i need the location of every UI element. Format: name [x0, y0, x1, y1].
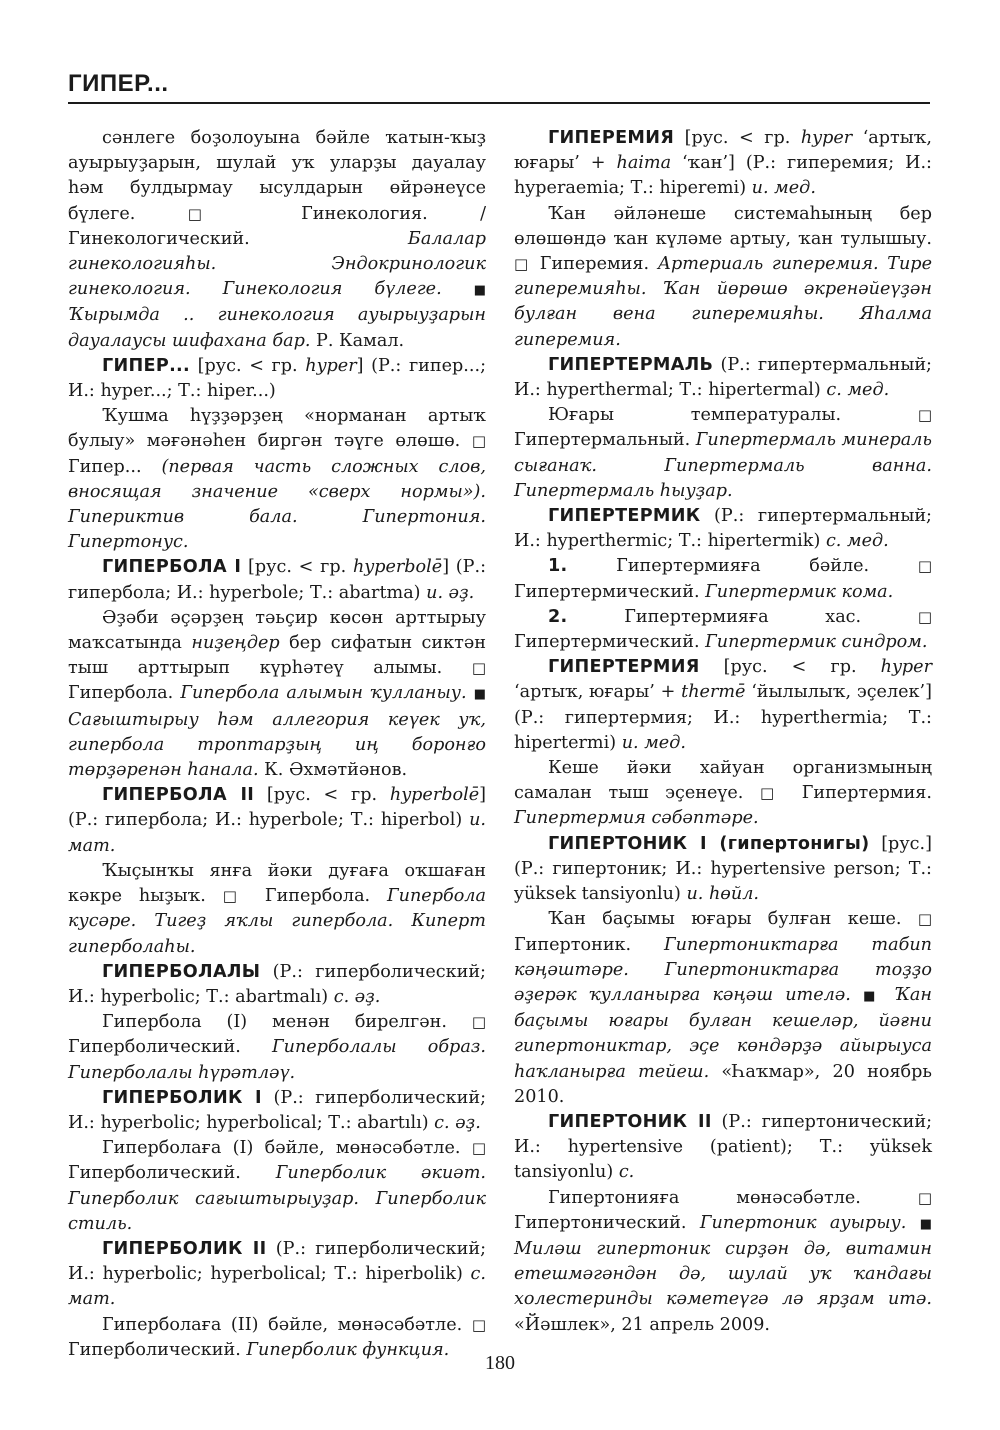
italic-text: с. мед. [826, 380, 890, 401]
italic-text: Гиперболалы образ. Гиперболалы һүрәтләү. [68, 1037, 486, 1083]
text-run: ‘ҡан’] (Р.: гиперемия; И.: hyperaemia; Т.: hiperemi) [514, 153, 932, 199]
headword: ГИПЕРТЕРМИК [548, 506, 701, 527]
italic-text: hyper [880, 657, 932, 678]
header-rule [68, 102, 930, 104]
text-run: «Йәшлек», 21 апрель 2009. [514, 1314, 770, 1335]
text-run: Гипертонический. [514, 1212, 700, 1233]
text-run: Гипертоник. [514, 934, 665, 955]
italic-text: Гипертермик синдром. [705, 632, 928, 653]
text-run: Р. Камал. [310, 330, 405, 351]
text-run: Ҡан әйләнеше системаһының бер өлөшөндә ҡан күләме артыу, ҡан тулышыу. [514, 203, 932, 249]
hollow-square-icon: □ [187, 204, 249, 223]
entry-paragraph [68, 783, 486, 859]
entry-paragraph [514, 1110, 932, 1186]
entry-paragraph [514, 832, 932, 908]
text-run: Юғары температуралы. [548, 405, 918, 426]
entry-paragraph [68, 1136, 486, 1237]
italic-text: hyper [305, 355, 357, 376]
text-run: Гиперболаға (I) бәйле, мөнәсәбәтле. [102, 1138, 472, 1159]
text-run: Гипертермальный. [514, 430, 696, 451]
entry-paragraph [68, 354, 486, 404]
hollow-square-icon: □ [471, 1139, 486, 1158]
headword: ГИПЕРБОЛА II [102, 785, 255, 806]
entry-paragraph [514, 1186, 932, 1338]
entry-paragraph [514, 353, 932, 403]
text-run: Әҙәби әҫәрҙең тәьҫир көсөн арттырыу маҡсатында [68, 607, 486, 654]
hollow-square-icon: □ [917, 406, 932, 425]
entry-paragraph [514, 605, 932, 655]
italic-text: Гиперболик функция. [246, 1339, 450, 1360]
entry-paragraph [68, 606, 486, 783]
hollow-square-icon: □ [471, 432, 486, 451]
text-run: Ҡыҫынҡы янға йәки дуғаға оҡшаған кәкре һыҙыҡ. [68, 860, 486, 907]
entry-paragraph [514, 756, 932, 832]
headword: ГИПЕР... [102, 355, 191, 376]
hollow-square-icon: □ [917, 557, 932, 576]
text-run: Гинекология. / Гинекологический. [68, 203, 486, 249]
hollow-square-icon: □ [917, 910, 932, 929]
headword: 1. [548, 556, 568, 577]
text-run: [рус. < гр. [241, 557, 353, 578]
hollow-square-icon: □ [759, 784, 786, 803]
entry-paragraph [68, 126, 486, 354]
italic-text: haima [616, 153, 672, 174]
italic-text: Балалар гинекологияһы. Эндокринологик гинекология. Гинекология бүлеге. [68, 228, 486, 300]
italic-text: hyperbolē [352, 557, 443, 578]
entry-paragraph [514, 126, 932, 202]
text-run: [рус. < гр. [254, 785, 390, 806]
text-run: Гипербола. [248, 886, 387, 907]
text-run: Гиперболический. [68, 1037, 272, 1058]
text-run: Ҡушма һүҙҙәрҙең «норманан артыҡ булыу» мәғәнәһен биргән тәүге өлөшө. [68, 406, 486, 452]
hollow-square-icon: □ [471, 1013, 486, 1032]
italic-text: и. мед. [751, 178, 816, 199]
text-run: Гипертермия. [785, 783, 932, 804]
headword: ГИПЕРБОЛИК I [102, 1087, 262, 1108]
entry-paragraph [514, 907, 932, 1110]
italic-text: с. мат. [68, 1264, 486, 1310]
italic-text: hyper [800, 128, 853, 148]
entry-paragraph [514, 202, 932, 353]
hollow-square-icon: □ [917, 1188, 932, 1207]
entry-paragraph [514, 554, 932, 604]
text-run: Гиперемия. [531, 254, 658, 275]
headword: ГИПЕРБОЛАЛЫ [102, 961, 261, 982]
text-run: (Р.: гиперболический; И.: hyperbolic; hyperbolical; Т.: hiperbolik) [68, 1238, 486, 1285]
entry-paragraph [68, 1010, 486, 1086]
italic-text: Миләш гипертоник сирҙән дә, витамин етешмәгәндән дә, шулай уҡ ҡандағы холестеринды кәметеүгә лә ярҙам итә. [514, 1238, 932, 1310]
running-head: ГИПЕР... [68, 70, 169, 97]
text-run [467, 683, 474, 703]
text-run: ] (Р.: гипербола; И.: hyperbole; Т.: hiperbol) [68, 785, 486, 831]
text-run: [рус.] (Р.: гипертоник; И.: hypertensive person; Т.: yüksek tansiyonlu) [514, 833, 932, 905]
text-run: ‘артыҡ, юғары’ + [514, 128, 932, 174]
italic-text: Артериаль гиперемия. Тире гиперемияһы. Ҡан йөрөшө әкренәйеүҙән булған вена гиперемияһы. Яһалма гиперемия. [514, 254, 932, 350]
italic-text: Гипербола алымын ҡулланыу. [180, 683, 467, 704]
text-run: Гипертермический. [514, 632, 706, 653]
hollow-square-icon: □ [471, 659, 486, 678]
page-number: 180 [485, 1352, 515, 1374]
filled-square-icon: ■ [863, 988, 882, 1004]
italic-text: с. әҙ. [434, 1112, 481, 1133]
italic-text: Гипертермик кома. [705, 581, 894, 602]
text-run: (Р.: гипертермальный; И.: hyperthermic; Т.: hipertermik) [514, 506, 932, 552]
filled-square-icon: ■ [919, 1216, 932, 1232]
italic-text: Гипертермия сәбәптәре. [514, 808, 759, 829]
headword: ГИПЕРТЕРМАЛЬ [548, 354, 714, 375]
text-run: Гипертермический. [514, 581, 706, 602]
text-run: Гипертермияға бәйле. [567, 556, 918, 577]
text-run: Гипертермияға хас. [567, 606, 918, 627]
text-run: [рус. < гр. [190, 355, 306, 376]
text-run: Гиперболический. [68, 1339, 247, 1360]
left-column [68, 126, 486, 1363]
headword: ГИПЕРТОНИК II [548, 1111, 712, 1132]
italic-text: Гипербола кусәре. Тигеҙ яҡлы гипербола. Киперт гиперболаһы. [68, 886, 486, 957]
headword: ГИПЕРТЕРМИЯ [548, 657, 700, 678]
text-run [882, 985, 894, 1005]
filled-square-icon: ■ [473, 283, 486, 299]
hollow-square-icon: □ [471, 1315, 486, 1334]
text-run: Ҡан баҫымы юғары булған кеше. [548, 909, 918, 930]
italic-text: Гипертермаль минераль сығанаҡ. Гипертермаль ванна. Гипертермаль һыуҙар. [514, 430, 933, 501]
text-run: Гипербола. [68, 683, 181, 704]
italic-text: с. [618, 1162, 635, 1183]
text-run: «Һаҡмар», 20 ноябрь 2010. [514, 1061, 932, 1107]
italic-text: и. мат. [68, 810, 486, 856]
italic-text: Ҡырымда .. гинекология ауырыуҙарын дауалаусы шифахана бар. [68, 305, 486, 351]
headword: ГИПЕРЕМИЯ [548, 128, 675, 148]
text-run [442, 279, 474, 299]
text-run: (Р.: гиперболический; И.: hyperbolic; hyperbolical; Т.: abartılı) [68, 1087, 486, 1133]
text-run [851, 985, 863, 1005]
text-run: (Р.: гипертермальный; И.: hyperthermal; Т.: hipertermal) [514, 354, 932, 401]
text-run: Гипербола (I) менән бирелгән. [102, 1012, 472, 1033]
text-run [906, 1213, 919, 1233]
right-column [514, 126, 932, 1338]
text-run: ‘артыҡ, юғары’ + [514, 682, 682, 703]
italic-text: с. мед. [825, 531, 889, 552]
hollow-square-icon: □ [514, 255, 532, 274]
headword: ГИПЕРТОНИК I (гипертонигы) [548, 833, 870, 854]
entry-paragraph [68, 404, 486, 555]
headword: 2. [548, 606, 568, 627]
italic-text: и. әҙ. [426, 582, 475, 603]
hollow-square-icon: □ [222, 887, 249, 906]
text-run: Гипер... [68, 456, 162, 477]
italic-text: Сағыштырыу һәм аллегория кеүек уҡ, гипербола троптарҙың иң боронғо төрҙәренән һанала. [68, 709, 486, 781]
text-run: Кеше йәки хайуан организмының самалан тыш эҫенеүе. [514, 758, 932, 804]
italic-text: Гипертониктарға табип кәңәштәре. Гипертониктарға тоҙҙо әҙерәк ҡулланырға кәңәш ителә. [514, 934, 932, 1005]
italic-text: и. мед. [621, 732, 686, 753]
text-run: Гиперболаға (II) бәйле, мөнәсәбәтле. [102, 1314, 472, 1335]
entry-paragraph [68, 1237, 486, 1313]
text-run: К. Әхмәтйәнов. [258, 760, 408, 781]
text-run: Гипертонияға мөнәсәбәтле. [548, 1187, 918, 1208]
text-run: [рус. < гр. [699, 657, 881, 678]
text-run: (Р.: гипертонический; И.: hypertensive (patient); Т.: yüksek tansiyonlu) [514, 1111, 932, 1183]
italic-text: Ҡан баҫымы юғары булған кешеләр, йәғни гипертониктар, эҫе көндәрҙә айырыуса һаҡланырға тейеш. [514, 984, 932, 1082]
entry-paragraph [68, 1086, 486, 1136]
italic-text: hyperbolē [389, 785, 480, 806]
italic-text: thermē [681, 682, 746, 703]
text-run: ‘йылылыҡ, эҫелек’] (Р.: гипертермия; И.: hyperthermia; Т.: hipertermi) [514, 682, 932, 753]
headword: ГИПЕРБОЛА I [102, 557, 242, 578]
entry-paragraph [68, 960, 486, 1010]
entry-paragraph [514, 655, 932, 756]
italic-text: ниҙеңдер [191, 633, 280, 654]
entry-paragraph [514, 504, 932, 554]
filled-square-icon: ■ [473, 687, 486, 703]
text-run: Гиперболический. [68, 1163, 276, 1184]
entry-paragraph [68, 555, 486, 605]
italic-text: Гипертоник ауырыу. [699, 1212, 907, 1233]
text-run: [рус. < гр. [674, 128, 801, 148]
italic-text: с. әҙ. [333, 986, 381, 1007]
italic-text: (первая часть сложных слов, вносящая значение «сверх нормы»). Гипериктив бала. Гипертония. Гипертонус. [68, 456, 486, 553]
text-run: сәнлеге боҙолоуына бәйле ҡатын-ҡыҙ ауырыуҙарын, шулай уҡ уларҙы дауалау һәм булдырмау ысулдарын өйрәнеүсе бүлеге. [68, 128, 486, 224]
text-run: бер сифатын сиктән тыш арттырып күрһәтеү алымы. [68, 633, 486, 679]
entry-paragraph [68, 859, 486, 960]
italic-text: и. һөйл. [686, 884, 760, 905]
entry-paragraph [514, 403, 932, 504]
text-run: ] (Р.: гипербола; И.: hyperbole; Т.: abartma) [68, 557, 487, 603]
headword: ГИПЕРБОЛИК II [102, 1238, 267, 1259]
italic-text: Гиперболик әкиәт. Гиперболик сағыштырыуҙар. Гиперболик стиль. [68, 1163, 486, 1234]
text-run: (Р.: гиперболический; И.: hyperbolic; Т.: abartmalı) [68, 961, 486, 1007]
text-run: ] (Р.: гипер...; И.: hyper...; Т.: hiper...) [68, 355, 487, 402]
hollow-square-icon: □ [917, 607, 932, 626]
